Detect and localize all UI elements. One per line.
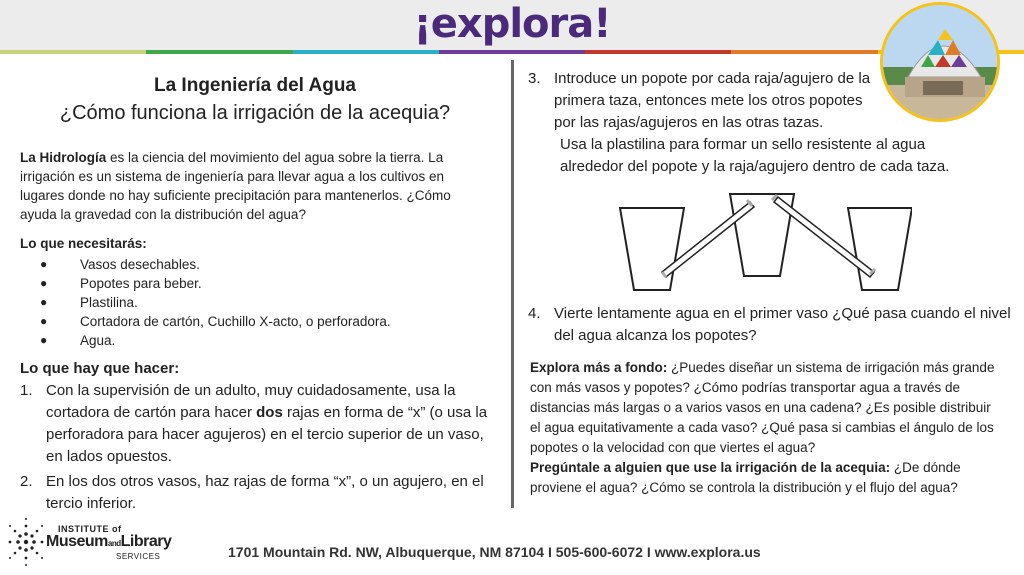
imls-burst-icon (6, 514, 46, 570)
explore-more-label: Explora más a fondo: (530, 360, 668, 375)
explore-more: Explora más a fondo: ¿Puedes diseñar un sistema de irrigación más grande con más vasos y popotes? ¿Cómo podrías transportar agua a través de distancias más largas o a varios vasos en una cadena? ¿Es posible distribuir el agua equitativamente a cada vaso? ¿Qué pasa si cambias el ángulo de los popotes o la velocidad con que viertes el agua? Pregúntale a alguien que use la irrigación de la acequia: ¿De dónde proviene el agua? ¿Cómo se controla la distribución y el flujo del agua? (530, 360, 995, 495)
cup-right (848, 208, 912, 290)
right-column (528, 68, 998, 178)
left-column (20, 74, 490, 518)
header-bar (0, 0, 1024, 50)
step-3-seal: Usa la plastilina para formar un sello resistente al agua alrededor del popote y la raja/agujero dentro de cada taza. (560, 136, 950, 175)
stripe-segment (293, 50, 439, 54)
explora-logo: ¡explora! (413, 1, 611, 47)
column-divider (511, 60, 514, 508)
list-item: ● Popotes para beber. (40, 276, 202, 291)
stripe-segment (0, 50, 146, 54)
intro-paragraph (20, 148, 490, 224)
list-item: ● Agua. (40, 333, 116, 348)
page-subtitle: ¿Cómo funciona la irrigación de la acequia? (59, 102, 451, 124)
bullet-icon: ● (40, 314, 48, 328)
intro-text: es la ciencia del movimiento del agua sobre la tierra. La irrigación es un sistema de ingeniería para llevar agua a los cultivos en lugares donde no hay suficiente precipitación para mantenerlos. ¿Cómo ayuda la gravedad con la distribución del agua? (20, 150, 451, 222)
step-2: 2. En los dos otros vasos, haz rajas de forma “x”, o un agujero, en el tercio inferior. (20, 473, 484, 512)
steps-heading: Lo que hay que hacer: (20, 360, 180, 377)
footer-address: 1701 Mountain Rd. NW, Albuquerque, NM 87104 I 505-600-6072 I www.explora.us (228, 544, 761, 560)
bullet-icon: ● (40, 333, 48, 347)
step-3: 3. Introduce un popote por cada raja/agujero de la primera taza, entonces mete los otros popotes por las rajas/agujeros en las otras tazas. Usa la plastilina para formar un sello resistente al agua alrededor del popote y la raja/agujero dentro de cada taza. (528, 68, 998, 178)
ask-label: Pregúntale a alguien que use la irrigación de la acequia: (530, 460, 891, 475)
list-item: ● Vasos desechables. (40, 257, 200, 272)
list-item: ● Plastilina. (40, 295, 138, 310)
stripe-segment (439, 50, 585, 54)
step-1: 1. Con la supervisión de un adulto, muy cuidadosamente, usa la cortadora de cartón para hacer dos rajas en forma de “x” (o usa la perforadora para hacer agujeros) en el tercio superior de un vaso, en lados opuestos. (20, 382, 488, 465)
intro-bold: La Hidrología (20, 150, 107, 165)
page-title: La Ingeniería del Agua (153, 75, 356, 96)
cups-diagram (612, 188, 912, 298)
imls-logo: INSTITUTE of MuseumandLibrary SERVICES (6, 514, 196, 570)
list-item: ● Cortadora de cartón, Cuchillo X-acto, o perforadora. (40, 314, 391, 329)
steps-list (20, 380, 490, 515)
color-stripe (0, 50, 1024, 54)
step-4: 4. Vierte lentamente agua en el primer vaso ¿Qué pasa cuando el nivel del agua alcanza los popotes? (528, 305, 1011, 344)
bullet-icon: ● (40, 276, 48, 290)
materials-list (20, 255, 490, 350)
bullet-icon: ● (40, 295, 48, 309)
stripe-segment (146, 50, 292, 54)
stripe-segment (585, 50, 731, 54)
materials-heading: Lo que necesitarás: (20, 236, 147, 251)
stripe-segment (731, 50, 877, 54)
bullet-icon: ● (40, 257, 48, 271)
cup-left (620, 208, 684, 290)
